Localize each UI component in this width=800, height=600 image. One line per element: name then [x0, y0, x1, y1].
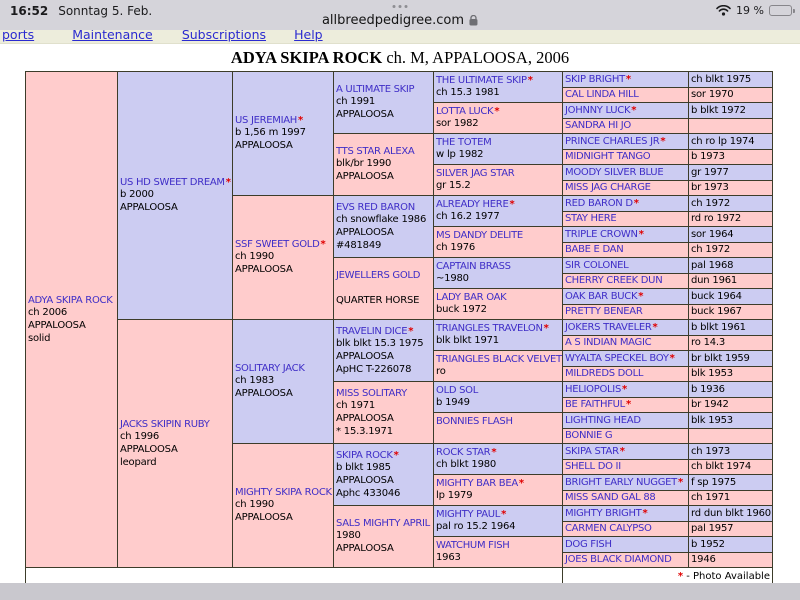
pedigree-cell: [434, 289, 563, 320]
horse-detail-line: buck 1972: [436, 304, 487, 315]
horse-detail-cell: dun 1961: [689, 273, 773, 289]
pedigree-cell: [563, 428, 689, 444]
horse-detail-cell: ro 14.3: [689, 335, 773, 351]
date-label: Sonntag 5. Feb.: [58, 4, 153, 18]
page-title: [0, 44, 800, 71]
horse-link[interactable]: TTS STAR ALEXA: [336, 146, 415, 157]
horse-detail-line: blk/br 1990: [336, 158, 392, 169]
horse-link[interactable]: MISS SOLITARY: [336, 387, 407, 399]
horse-detail-line: ch 16.2 1977: [436, 211, 500, 222]
pedigree-cell: [434, 258, 563, 289]
photo-star: *: [631, 104, 637, 116]
horse-detail-cell: gr 1977: [689, 165, 773, 181]
pedigree-cell: [434, 413, 563, 444]
horse-detail-line: solid: [28, 332, 51, 344]
horse-detail-line: APPALOOSA: [336, 109, 394, 120]
pedigree-cell: [563, 335, 689, 351]
photo-star: *: [638, 290, 644, 302]
pedigree-cell: [563, 397, 689, 413]
horse-link[interactable]: RED BARON D: [565, 197, 633, 209]
pedigree-cell: [563, 134, 689, 150]
photo-star: *: [622, 383, 628, 395]
horse-link[interactable]: JOHNNY LUCK: [565, 104, 631, 116]
photo-star: *: [619, 445, 625, 457]
pedigree-cell: [334, 134, 434, 196]
horse-link[interactable]: SOLITARY JACK: [235, 363, 305, 374]
horse-link[interactable]: JOES BLACK DIAMOND: [565, 554, 672, 566]
horse-detail-cell: ch 1973: [689, 444, 773, 460]
horse-link[interactable]: BRIGHT EARLY NUGGET: [565, 476, 677, 488]
horse-detail-line: APPALOOSA: [336, 543, 394, 554]
pedigree-cell: [434, 382, 563, 413]
pedigree-cell: [334, 382, 434, 444]
pedigree-cell: [233, 72, 334, 196]
pedigree-cell: [563, 304, 689, 320]
horse-detail-line: blk blkt 15.3 1975: [336, 337, 424, 349]
horse-link[interactable]: CHERRY CREEK DUN: [565, 275, 663, 287]
horse-detail-line: ch 1976: [436, 242, 476, 253]
bottom-letterbox: [0, 583, 800, 600]
url-text: allbreedpedigree.com: [321, 13, 465, 28]
horse-detail-line: ApHC T-226078: [336, 363, 412, 375]
battery-percent-label: 19 %: [736, 4, 764, 17]
pedigree-cell: [334, 196, 434, 258]
horse-detail-cell: br 1942: [689, 397, 773, 413]
horse-link[interactable]: SIR COLONEL: [565, 259, 629, 271]
pedigree-cell: [563, 475, 689, 491]
horse-link[interactable]: WATCHUM FISH: [436, 540, 510, 551]
horse-detail-line: [336, 281, 431, 294]
wifi-icon: [716, 5, 731, 16]
pedigree-cell: [563, 103, 689, 119]
photo-star: *: [543, 323, 549, 334]
horse-detail-line: ch snowflake 1986: [336, 213, 427, 225]
pedigree-cell: [434, 72, 563, 103]
horse-link[interactable]: SHELL DO II: [565, 461, 621, 473]
legend-text: - Photo Available: [686, 571, 770, 582]
horse-detail-line: APPALOOSA: [336, 412, 394, 424]
horse-detail-line: APPALOOSA: [336, 474, 394, 486]
horse-detail-cell: ch 1972: [689, 242, 773, 258]
horse-detail-cell: rd dun blkt 1960: [689, 506, 773, 522]
pedigree-table: [25, 71, 773, 586]
pedigree-cell: [434, 351, 563, 382]
horse-link[interactable]: TRIPLE CROWN: [565, 228, 638, 240]
pedigree-cell: [434, 506, 563, 537]
horse-detail-line: leopard: [120, 456, 157, 468]
pedigree-cell: [563, 506, 689, 522]
horse-link[interactable]: HELIOPOLIS: [565, 383, 621, 395]
horse-detail-cell: ch ro lp 1974: [689, 134, 773, 150]
horse-link[interactable]: THE ULTIMATE SKIP: [436, 75, 527, 86]
horse-link[interactable]: LIGHTING HEAD: [565, 414, 641, 426]
menu-item-subscriptions[interactable]: Subscriptions: [181, 30, 267, 42]
address-bar[interactable]: [322, 13, 478, 28]
horse-link[interactable]: ROCK STAR: [436, 447, 491, 458]
horse-link[interactable]: A ULTIMATE SKIP: [336, 84, 415, 95]
horse-detail-line: APPALOOSA: [235, 512, 293, 523]
photo-star: *: [509, 199, 515, 210]
horse-title-suffix: ch. M, APPALOOSA, 2006: [382, 48, 570, 67]
horse-detail-cell: ch 1972: [689, 196, 773, 212]
pedigree-cell: [434, 227, 563, 258]
horse-detail-cell: b blkt 1972: [689, 103, 773, 119]
horse-detail-cell: b 1952: [689, 537, 773, 553]
horse-detail-line: APPALOOSA: [28, 319, 86, 331]
horse-link[interactable]: MIGHTY BAR BEA: [436, 478, 518, 489]
horse-detail-line: QUARTER HORSE: [336, 295, 420, 306]
horse-detail-line: blk blkt 1971: [436, 335, 499, 346]
horse-detail-line: [436, 427, 560, 440]
horse-detail-line: b 1949: [436, 397, 470, 408]
photo-star: *: [660, 135, 666, 147]
pedigree-cell: [563, 537, 689, 553]
horse-detail-line: ch 1990: [235, 251, 275, 262]
pedigree-cell: [434, 165, 563, 196]
horse-link[interactable]: TRIANGLES TRAVELON: [436, 323, 543, 334]
photo-star: *: [320, 239, 326, 250]
horse-link[interactable]: SILVER JAG STAR: [436, 168, 515, 179]
pedigree-cell: [434, 320, 563, 351]
horse-detail-line: APPALOOSA: [336, 350, 394, 362]
horse-detail-cell: pal 1968: [689, 258, 773, 274]
horse-detail-line: b blkt 1985: [336, 461, 391, 473]
horse-link[interactable]: SANDRA HI JO: [565, 120, 631, 132]
horse-link[interactable]: JEWELLERS GOLD: [336, 270, 421, 281]
horse-detail-cell: b 1936: [689, 382, 773, 398]
horse-link[interactable]: US JEREMIAH: [235, 115, 298, 126]
horse-link[interactable]: MILDREDS DOLL: [565, 368, 644, 380]
pedigree-cell: [563, 459, 689, 475]
horse-link[interactable]: CAL LINDA HILL: [565, 89, 639, 101]
horse-detail-line: 1980: [336, 530, 361, 541]
horse-link[interactable]: LADY BAR OAK: [436, 292, 507, 303]
pedigree-cell: [26, 72, 118, 568]
horse-detail-line: ch 1990: [235, 499, 275, 510]
status-bar: [0, 0, 800, 30]
horse-detail-line: sor 1982: [436, 118, 479, 129]
horse-link[interactable]: BE FAITHFUL: [565, 399, 625, 411]
pedigree-cell: [334, 258, 434, 320]
horse-link[interactable]: SKIP BRIGHT: [565, 73, 625, 85]
horse-title-name: ADYA SKIPA ROCK: [230, 48, 383, 67]
horse-detail-line: APPALOOSA: [336, 171, 394, 182]
photo-star: *: [638, 228, 644, 240]
horse-detail-line: ~1980: [436, 273, 469, 284]
horse-link[interactable]: JOKERS TRAVELER: [565, 321, 652, 333]
pedigree-cell: [434, 196, 563, 227]
pedigree-cell: [563, 72, 689, 88]
pedigree-cell: [334, 320, 434, 382]
photo-star: *: [677, 476, 684, 488]
pedigree-cell: [563, 211, 689, 227]
horse-detail-line: APPALOOSA: [120, 443, 178, 455]
pedigree-cell: [563, 444, 689, 460]
photo-star: *: [408, 325, 414, 337]
pedigree-cell: [563, 87, 689, 103]
horse-detail-line: ch 1983: [235, 375, 275, 386]
pedigree-cell: [434, 134, 563, 165]
horse-detail-cell: sor 1970: [689, 87, 773, 103]
horse-detail-line: ch blkt 1980: [436, 459, 497, 470]
pedigree-cell: [118, 72, 233, 320]
horse-detail-cell: sor 1964: [689, 227, 773, 243]
horse-link[interactable]: MISS SAND GAL 88: [565, 492, 656, 504]
horse-detail-line: ro: [436, 366, 446, 377]
horse-detail-line: APPALOOSA: [336, 226, 394, 238]
horse-link[interactable]: MIDNIGHT TANGO: [565, 151, 651, 163]
horse-link[interactable]: THE TOTEM: [436, 137, 492, 148]
horse-detail-cell: f sp 1975: [689, 475, 773, 491]
multitask-dots-icon: [393, 5, 408, 8]
horse-detail-cell: blk 1953: [689, 366, 773, 382]
pedigree-cell: [233, 320, 334, 444]
photo-star: *: [669, 352, 675, 364]
horse-link[interactable]: BABE E DAN: [565, 244, 624, 256]
horse-link[interactable]: CARMEN CALYPSO: [565, 523, 652, 535]
menu-item-help[interactable]: Help: [294, 30, 323, 42]
horse-link[interactable]: SALS MIGHTY APRIL: [336, 518, 430, 529]
horse-detail-line: ch 1991: [336, 96, 376, 107]
pedigree-cell: [563, 289, 689, 305]
pedigree-cell: [563, 490, 689, 506]
horse-detail-line: * 15.3.1971: [336, 425, 393, 437]
battery-icon: [769, 5, 792, 16]
horse-link[interactable]: ALREADY HERE: [436, 199, 509, 210]
horse-detail-line: lp 1979: [436, 490, 473, 501]
horse-detail-line: APPALOOSA: [235, 264, 293, 275]
horse-link[interactable]: OAK BAR BUCK: [565, 290, 638, 302]
photo-star: *: [518, 478, 525, 489]
pedigree-cell: [563, 242, 689, 258]
status-right: [716, 4, 792, 17]
pedigree-cell: [563, 273, 689, 289]
pedigree-cell: [563, 180, 689, 196]
horse-link[interactable]: JACKS SKIPIN RUBY: [120, 418, 210, 430]
horse-detail-cell: [689, 118, 773, 134]
horse-detail-line: w lp 1982: [436, 149, 484, 160]
horse-link[interactable]: TRIANGLES BLACK VELVET: [436, 354, 562, 365]
horse-detail-cell: blk 1953: [689, 413, 773, 429]
horse-detail-line: APPALOOSA: [235, 140, 293, 151]
pedigree-cell: [563, 149, 689, 165]
photo-star: *: [393, 449, 399, 461]
pedigree-cell: [563, 521, 689, 537]
page-content: [0, 44, 800, 586]
horse-detail-cell: br 1973: [689, 180, 773, 196]
horse-detail-cell: rd ro 1972: [689, 211, 773, 227]
horse-link[interactable]: A S INDIAN MAGIC: [565, 337, 652, 349]
horse-link[interactable]: CAPTAIN BRASS: [436, 261, 511, 272]
photo-star: *: [225, 177, 231, 188]
pedigree-cell: [233, 444, 334, 568]
horse-detail-cell: b blkt 1961: [689, 320, 773, 336]
photo-star: *: [642, 507, 648, 519]
horse-detail-cell: buck 1967: [689, 304, 773, 320]
site-menu-bar: [0, 30, 800, 44]
pedigree-cell: [563, 366, 689, 382]
horse-link[interactable]: DOG FISH: [565, 538, 612, 550]
horse-detail-cell: 1946: [689, 552, 773, 568]
horse-detail-cell: ch blkt 1974: [689, 459, 773, 475]
pedigree-cell: [563, 196, 689, 212]
pedigree-cell: [563, 351, 689, 367]
horse-link[interactable]: MS DANDY DELITE: [436, 230, 523, 241]
pedigree-cell: [434, 537, 563, 568]
pedigree-cell: [434, 444, 563, 475]
menu-item-maintenance[interactable]: Maintenance: [72, 30, 153, 42]
legend-star: *: [677, 571, 684, 582]
photo-star: *: [298, 115, 304, 126]
horse-link[interactable]: WYALTA SPECKEL BOY: [565, 352, 669, 364]
horse-detail-line: ch 1971: [336, 399, 376, 411]
horse-link[interactable]: PRINCE CHARLES JR: [565, 135, 660, 147]
horse-detail-cell: pal 1957: [689, 521, 773, 537]
horse-detail-line: b 2000: [120, 189, 154, 200]
horse-detail-cell: b 1973: [689, 149, 773, 165]
horse-detail-line: #481849: [336, 239, 382, 251]
horse-link[interactable]: MIGHTY BRIGHT: [565, 507, 642, 519]
horse-detail-line: 1963: [436, 552, 461, 563]
pedigree-cell: [118, 320, 233, 568]
horse-link[interactable]: SSF SWEET GOLD: [235, 239, 320, 250]
horse-link[interactable]: MIGHTY PAUL: [436, 509, 501, 520]
pedigree-cell: [563, 320, 689, 336]
pedigree-cell: [334, 444, 434, 506]
pedigree-cell: [563, 552, 689, 568]
photo-star: *: [625, 399, 632, 411]
pedigree-cell: [563, 227, 689, 243]
horse-link[interactable]: SKIPA STAR: [565, 445, 619, 457]
horse-detail-line: ch 15.3 1981: [436, 87, 500, 98]
horse-detail-cell: [689, 428, 773, 444]
horse-detail-line: b 1,56 m 1997: [235, 127, 306, 138]
horse-detail-line: Aphc 433046: [336, 487, 401, 499]
horse-link[interactable]: LOTTA LUCK: [436, 106, 494, 117]
horse-link[interactable]: PRETTY BENEAR: [565, 306, 643, 318]
pedigree-cell: [563, 258, 689, 274]
horse-detail-cell: buck 1964: [689, 289, 773, 305]
photo-star: *: [527, 75, 534, 86]
horse-detail-cell: br blkt 1959: [689, 351, 773, 367]
photo-star: *: [494, 106, 500, 117]
pedigree-table-body: [26, 72, 773, 568]
horse-detail-line: ch 1996: [120, 430, 160, 442]
horse-detail-line: pal ro 15.2 1964: [436, 521, 516, 532]
horse-link[interactable]: US HD SWEET DREAM: [120, 177, 225, 188]
pedigree-cell: [434, 475, 563, 506]
photo-star: *: [633, 197, 639, 209]
horse-link[interactable]: STAY HERE: [565, 213, 617, 225]
pedigree-cell: [434, 103, 563, 134]
pedigree-cell: [563, 382, 689, 398]
pedigree-cell: [334, 506, 434, 568]
horse-detail-line: gr 15.2: [436, 180, 471, 191]
horse-link[interactable]: EVS RED BARON: [336, 201, 415, 213]
horse-link[interactable]: SKIPA ROCK: [336, 449, 393, 461]
menu-item-reports[interactable]: ports: [2, 30, 35, 42]
pedigree-cell: [563, 118, 689, 134]
clock: 16:52: [10, 4, 49, 18]
lock-icon: [469, 15, 478, 26]
horse-link[interactable]: TRAVELIN DICE: [336, 325, 408, 337]
photo-star: *: [625, 73, 632, 85]
photo-star: *: [501, 509, 507, 520]
horse-link[interactable]: MISS JAG CHARGE: [565, 182, 651, 194]
horse-link[interactable]: BONNIES FLASH: [436, 416, 513, 427]
horse-link[interactable]: MIGHTY SKIPA ROCK: [235, 487, 332, 498]
pedigree-cell: [233, 196, 334, 320]
pedigree-cell: [563, 165, 689, 181]
photo-star: *: [652, 321, 658, 333]
horse-detail-cell: ch blkt 1975: [689, 72, 773, 88]
horse-detail-line: APPALOOSA: [120, 202, 178, 213]
horse-detail-line: ch 2006: [28, 306, 68, 318]
pedigree-cell: [563, 413, 689, 429]
horse-link[interactable]: MOODY SILVER BLUE: [565, 166, 664, 178]
horse-link[interactable]: ADYA SKIPA ROCK: [28, 294, 113, 306]
horse-link[interactable]: OLD SOL: [436, 385, 479, 396]
horse-detail-cell: ch 1971: [689, 490, 773, 506]
pedigree-cell: [334, 72, 434, 134]
status-left: [10, 4, 152, 18]
horse-link[interactable]: BONNIE G: [565, 430, 613, 442]
photo-star: *: [491, 447, 497, 458]
horse-detail-line: APPALOOSA: [235, 388, 293, 399]
